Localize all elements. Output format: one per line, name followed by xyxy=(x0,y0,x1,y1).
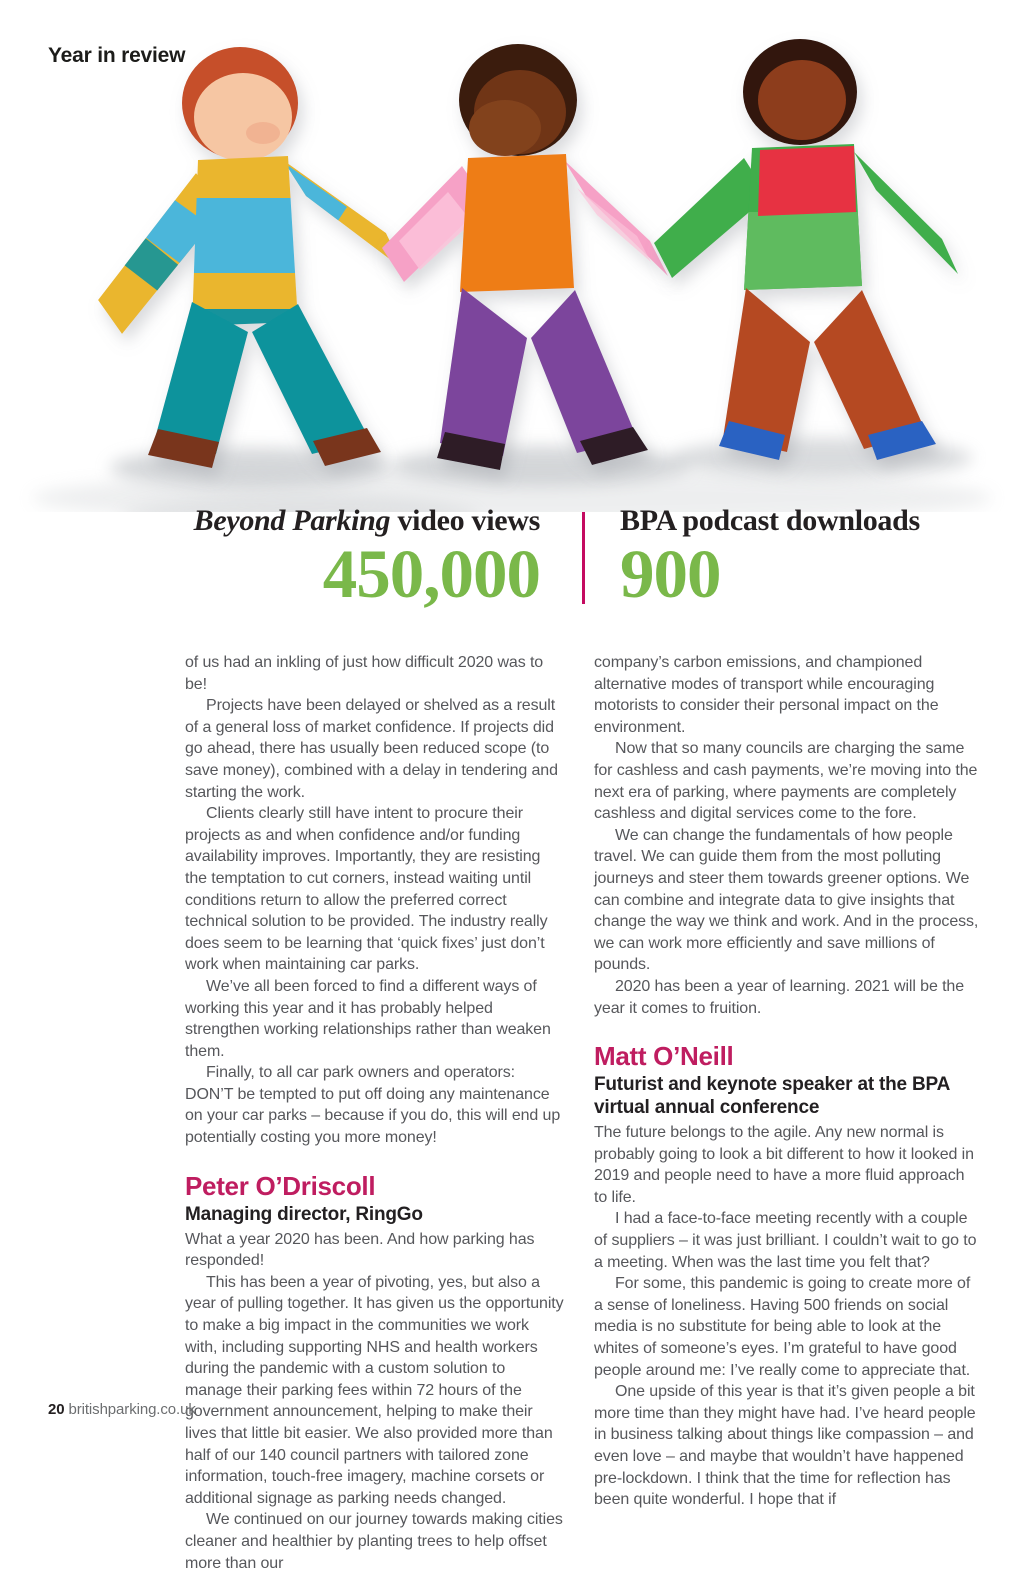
paper-figure-middle xyxy=(382,44,668,470)
stat-video-views-label-italic: Beyond Parking xyxy=(193,504,391,537)
paragraph: of us had an inkling of just how difficult 2020 was to be! xyxy=(185,654,544,693)
paper-dolls-illustration xyxy=(0,0,1024,512)
paper-figure-left xyxy=(98,47,404,468)
paragraph: Projects have been delayed or shelved as a result of a general loss of market confidence. If projects did go ahead, there has usually been reduced scope (to save money), combined with a delay in tendering and starting the work. xyxy=(185,697,558,801)
paragraph: company’s carbon emissions, and championed alternative modes of transport while encouraging motorists to consider their personal impact on the environment. xyxy=(594,654,939,736)
author-role: Managing director, RingGo xyxy=(185,1203,423,1225)
paragraph: We’ve all been forced to find a different ways of working this year and it has probably helped strengthen working relationships rather than weaken them. xyxy=(185,977,551,1060)
author-heading-peter-odriscoll: Peter O’Driscoll xyxy=(185,1170,376,1201)
paragraph: One upside of this year is that it’s given people a bit more time than they might have had. I’ve heard people in business talking about things like compassion – and even love – and maybe that wouldn’t have happened pre-lockdown. I think that the time for reflection has been quite wonderful. I hope that if xyxy=(594,1383,976,1509)
stats-divider xyxy=(582,512,585,604)
page-kicker: Year in review xyxy=(48,44,186,67)
stat-podcast-downloads-value: 900 xyxy=(620,536,721,612)
stat-video-views-label-plain: video views xyxy=(390,504,540,537)
paragraph: 2020 has been a year of learning. 2021 will be the year it comes to fruition. xyxy=(594,977,965,1017)
paragraph: Now that so many councils are charging the same for cashless and cash payments, we’re moving into the next era of parking, where payments are completely cashless and digital services come to the fore. xyxy=(594,740,978,823)
article-column-left xyxy=(185,652,564,1574)
paragraph: Finally, to all car park owners and operators: DON’T be tempted to put off doing any maintenance on your car parks – because if you do, this will end up potentially costing you more money! xyxy=(185,1064,561,1147)
paragraph: I had a face-to-face meeting recently with a couple of suppliers – it was just brilliant. I couldn’t wait to go to a meeting. When was the last time you felt that? xyxy=(594,1210,977,1271)
paper-figure-right xyxy=(654,39,958,460)
paragraph: The future belongs to the agile. Any new normal is probably going to look a bit different to how it looked in 2019 and people need to have a more fluid approach to life. xyxy=(594,1124,974,1206)
stat-podcast-downloads-label: BPA podcast downloads xyxy=(620,504,920,537)
author-heading-matt-oneill: Matt O’Neill xyxy=(594,1041,734,1072)
stat-video-views xyxy=(0,504,540,612)
author-role: Futurist and keynote speaker at the BPA virtual annual conference xyxy=(594,1074,950,1119)
page-footer xyxy=(48,1401,196,1418)
stat-video-views-value: 450,000 xyxy=(322,536,540,612)
paragraph: We can change the fundamentals of how people travel. We can guide them from the most polluting journeys and steer them towards greener options. We can combine and integrate data to give insights that change the way we think and work. And in the process, we can work more efficiently and save millions of pounds. xyxy=(594,826,979,974)
stats-band xyxy=(0,504,1024,612)
footer-site: britishparking.co.uk xyxy=(68,1401,196,1418)
page-number: 20 xyxy=(48,1401,65,1418)
paragraph: We continued on our journey towards making cities cleaner and healthier by planting trees to help offset more than our xyxy=(185,1511,563,1572)
stat-podcast-downloads xyxy=(620,504,920,612)
paragraph: Clients clearly still have intent to procure their projects as and when confidence and/or funding availability improves. Importantly, they are resisting the temptation to cut corners, instead waiting until conditions return to allow the preferred correct technical solution to be provided. The industry really does seem to be learning that ‘quick fixes’ just don’t work when maintaining car parks. xyxy=(185,805,548,974)
article-column-right xyxy=(594,652,980,1511)
paragraph: What a year 2020 has been. And how parking has responded! xyxy=(185,1230,535,1270)
paragraph: For some, this pandemic is going to create more of a sense of loneliness. Having 500 friends on social media is no substitute for being able to look at the whites of someone’s eyes. I’m grateful to have good people around me: I’ve really come to appreciate that. xyxy=(594,1275,971,1379)
paragraph: This has been a year of pivoting, yes, but also a year of pulling together. It has given us the opportunity to make a big impact in the communities we work with, including supporting NHS and health workers during the pandemic with a custom solution to manage their parking fees within 72 hours of the government announcement, helping to make their lives that little bit easier. We also provided more than half of our 140 council partners with tailored zone information, touch-free imagery, machine corsets or additional signage as parking needs changed. xyxy=(185,1273,564,1507)
stat-video-views-label xyxy=(0,504,540,538)
